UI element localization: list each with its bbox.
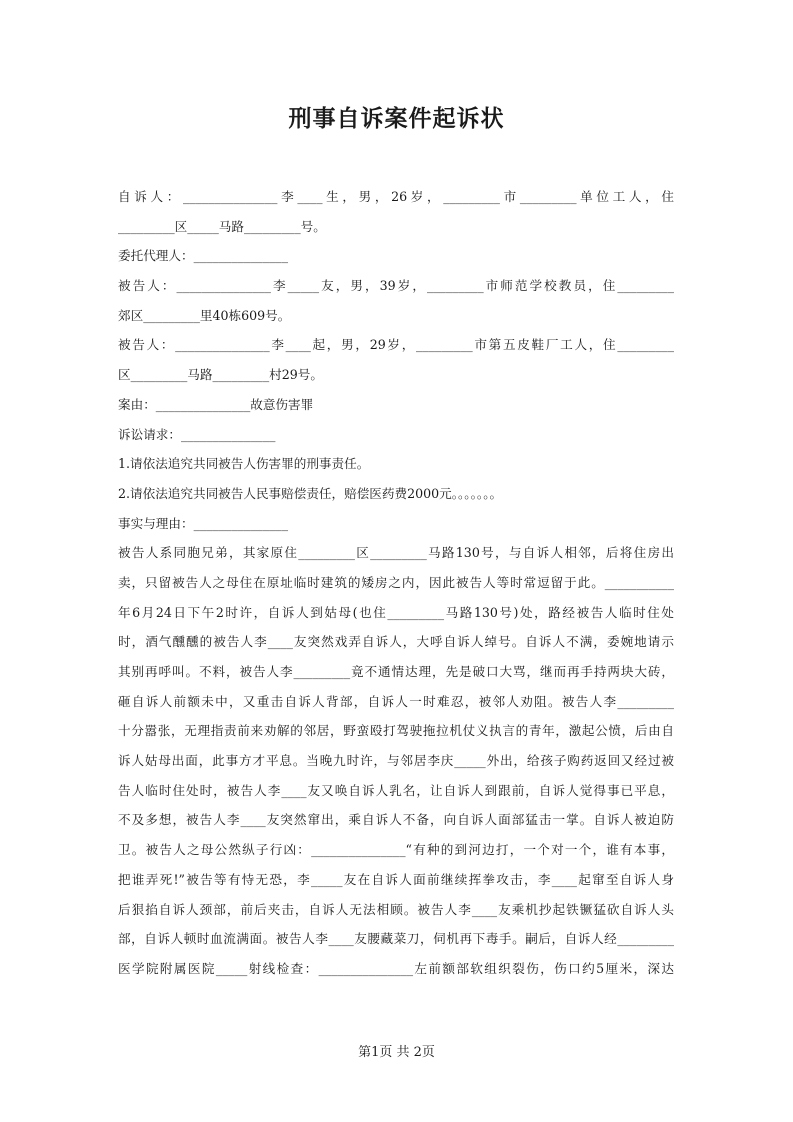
text-line: 把谁弄死!”被告等有恃无恐，李_____友在自诉人面前继续挥拳攻击，李____起窜至自诉人身	[118, 871, 674, 887]
text-line: 告人临时住处时，被告人李____友又唤自诉人乳名，让自诉人到跟前，自诉人觉得事已平息，	[118, 782, 674, 798]
text-line: 诉人姑母出面，此事方才平息。当晚九时许，与邻居李庆_____外出，给孩子购药返回又经过被	[118, 753, 674, 769]
text-line: 案由：_______________故意伤害罪	[118, 396, 314, 412]
text-line: 十分嚣张，无理指责前来劝解的邻居，野蛮殴打驾驶拖拉机仗义执言的青年，激起公愤，后由自	[118, 723, 674, 739]
document-title: 刑事自诉案件起诉状	[288, 105, 505, 132]
text-line: 被告人：_______________李_____友，男，39岁，_________市师范学校教员，住_________	[118, 278, 674, 294]
text-line: 其别再呼叫。不料，被告人李_________竟不通情达理，先是破口大骂，继而再手持两块大砖，	[118, 664, 674, 679]
text-line: 1.请依法追究共同被告人伤害罪的刑事责任。	[118, 456, 370, 472]
text-line: 年6月24日下午2时许，自诉人到姑母(也住_________马路130号)处，路经被告人临时住处	[118, 604, 674, 620]
text-line: 区_________马路_________村29号。	[118, 367, 323, 383]
text-line: 卫。被告人之母公然纵子行凶：_______________“有种的到河边打，一个对一个，谁有本事，	[118, 842, 674, 858]
page-footer: 第1页 共 2页	[358, 1045, 435, 1060]
text-line: 医学院附属医院_____射线检查：_______________左前额部软组织裂伤，伤口约5厘米，深达	[118, 960, 674, 976]
text-line: 委托代理人：_______________	[118, 248, 289, 264]
text-line: 2.请依法追究共同被告人民事赔偿责任，赔偿医药费2000元。。。。。。。	[118, 485, 503, 501]
text-line: 自诉人：_______________李____生，男，26岁，_________市_________单位工人，住	[118, 189, 674, 204]
text-line: 不及多想，被告人李____友突然窜出，乘自诉人不备，向自诉人面部猛击一掌。自诉人被迫防	[118, 812, 674, 828]
text-line: 部，自诉人顿时血流满面。被告人李____友腰藏菜刀，伺机再下毒手。嗣后，自诉人经_________	[118, 931, 674, 947]
text-line: 诉讼请求：_______________	[118, 426, 276, 442]
text-line: 郊区_________里40栋609号。	[118, 307, 291, 323]
text-line: 后狠掐自诉人颈部，前后夹击，自诉人无法相顾。被告人李____友乘机抄起铁镢猛砍自诉人头	[118, 901, 674, 917]
text-line: 被告人：_______________李____起，男，29岁，_________市第五皮鞋厂工人，住_________	[118, 337, 674, 353]
text-line: 时，酒气醺醺的被告人李____友突然戏弄自诉人，大呼自诉人绰号。自诉人不满，委婉地请示	[118, 634, 674, 650]
document-body	[118, 182, 674, 984]
text-line: 卖，只留被告人之母住在原址临时建筑的矮房之内，因此被告人等时常逗留于此。___________	[118, 574, 674, 590]
text-line: 被告人系同胞兄弟，其家原住_________区_________马路130号，与自诉人相邻，后将住房出	[118, 545, 674, 561]
text-line: 砸自诉人前额未中，又重击自诉人背部，自诉人一时难忍，被邻人劝阻。被告人李_________	[118, 693, 674, 709]
text-line: _________区_____马路_________号。	[118, 218, 326, 234]
text-line: 事实与理由：_______________	[118, 515, 289, 531]
